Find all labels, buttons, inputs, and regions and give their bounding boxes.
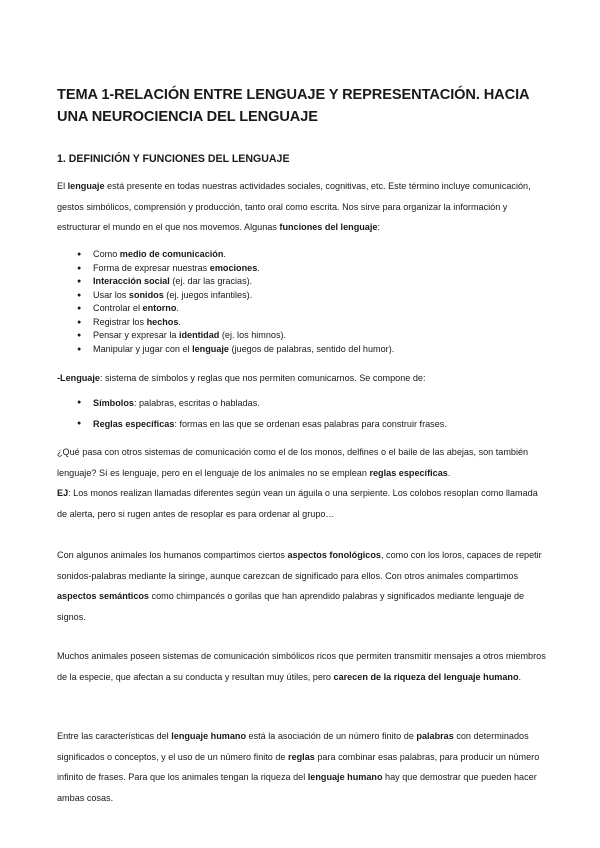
list-item: ● Registrar los hechos. [77, 316, 394, 330]
list-item: ● Controlar el entorno. [77, 302, 394, 316]
page-title: TEMA 1-RELACIÓN ENTRE LENGUAJE Y REPRESENTACIÓN. HACIA UNA NEUROCIENCIA DEL LENGUAJE [57, 87, 529, 125]
animals-paragraph: Con algunos animales los humanos compartimos ciertos aspectos fonológicos, como con los loros, capaces de repetir sonidos-palabras mediante la siringe, aunque carezcan de significado para ellos. Con otros animales compartimos aspectos semánticos como chimpancés o gorilas que han aprendido palabras y significados mediante lenguaje de signos. [57, 550, 542, 622]
section-heading: 1. DEFINICIÓN Y FUNCIONES DEL LENGUAJE [57, 153, 290, 165]
definition-paragraph: -Lenguaje: sistema de símbolos y reglas que nos permiten comunicarnos. Se compone de: [57, 373, 426, 383]
list-item: ● Reglas específicas: formas en las que se ordenan esas palabras para construir frases. [77, 414, 447, 435]
list-item: ● Usar los sonidos (ej. juegos infantiles). [77, 289, 394, 303]
human-language-paragraph: Entre las características del lenguaje humano está la asociación de un número finito de palabras con determinados significados o conceptos, y el uso de un número finito de reglas para combinar esas palabras, para producir un número infinito de frases. Para que los animales tengan la riqueza del lenguaje humano hay que demostrar que pueden hacer ambas cosas. [57, 731, 540, 803]
list-item: ● Símbolos: palabras, escritas o habladas. [77, 393, 447, 414]
question-paragraph: ¿Qué pasa con otros sistemas de comunicación como el de los monos, delfines o el baile de las abejas, son también lenguaje? Sí es lenguaje, pero en el lenguaje de los animales no se emplean reglas específicas. EJ: Los monos realizan llamadas diferentes según vean un águila o una serpiente. Los colobos resoplan como llamada de alerta, pero si rugen antes de resoplar es para ordenar al grupo… [57, 447, 538, 519]
intro-paragraph: El lenguaje está presente en todas nuestras actividades sociales, cognitivas, etc. Este término incluye comunicación, gestos simbólicos, comprensión y producción, tanto oral como escrita. Nos sirve para organizar la información y estructurar el mundo en el que nos movemos. Algunas funciones del lenguaje: [57, 181, 531, 233]
list-item: ● Como medio de comunicación. [77, 248, 394, 262]
components-list [77, 393, 447, 434]
list-item: ● Interacción social (ej. dar las gracias). [77, 275, 394, 289]
list-item: ● Forma de expresar nuestras emociones. [77, 262, 394, 276]
rich-paragraph: Muchos animales poseen sistemas de comunicación simbólicos ricos que permiten transmitir mensajes a otros miembros de la especie, que afectan a su conducta y resultan muy útiles, pero carecen de la riqueza del lenguaje humano. [57, 651, 546, 682]
list-item: ● Manipular y jugar con el lenguaje (juegos de palabras, sentido del humor). [77, 343, 394, 357]
functions-list [77, 248, 394, 356]
list-item: ● Pensar y expresar la identidad (ej. los himnos). [77, 329, 394, 343]
